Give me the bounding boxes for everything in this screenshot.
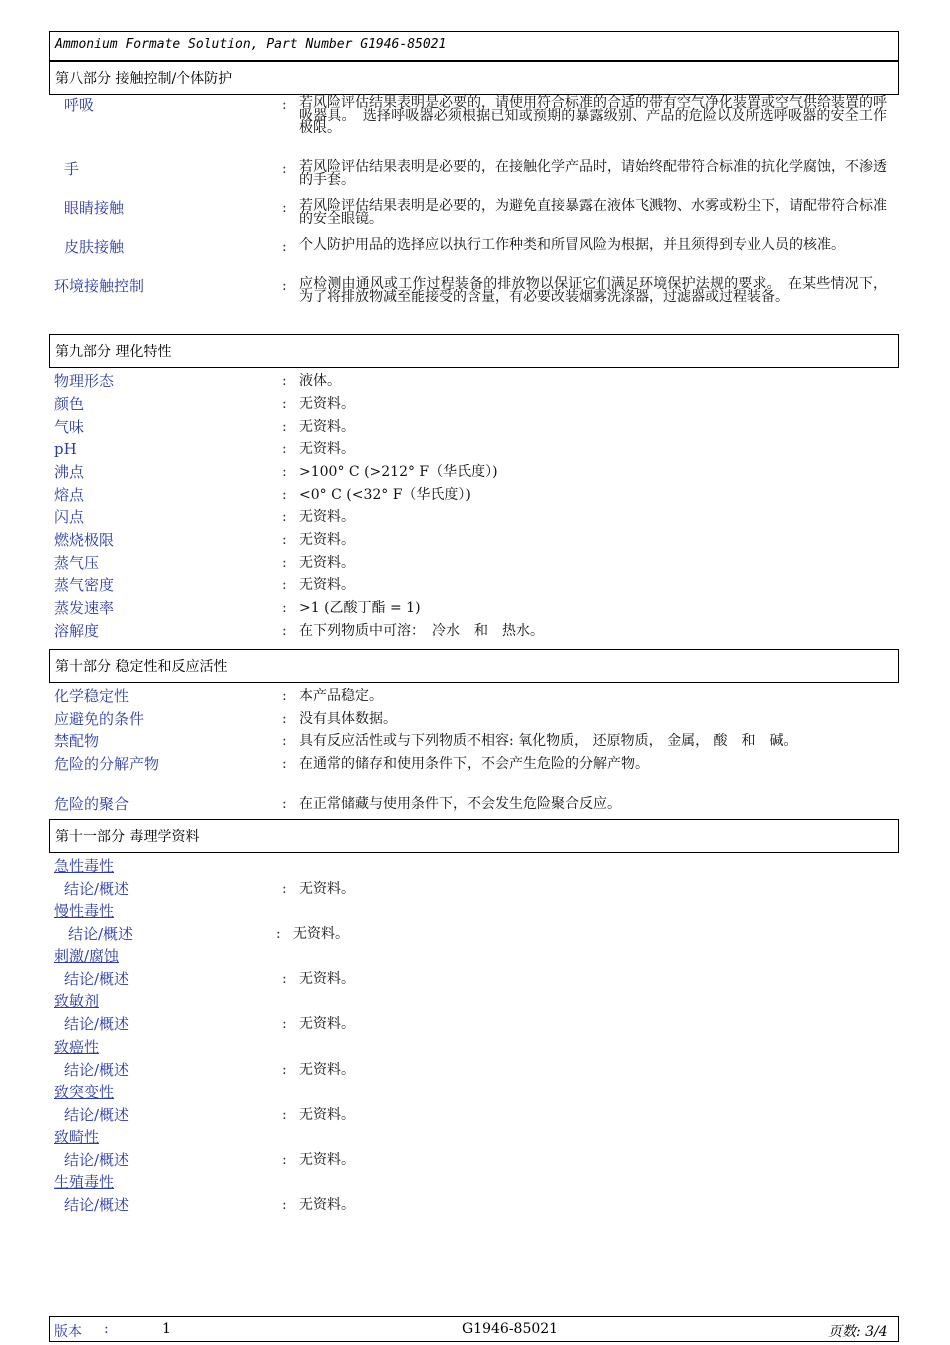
field-value: 无资料。 [299, 577, 355, 593]
colon: : [282, 623, 287, 639]
colon: : [282, 396, 287, 412]
field-value: 无资料。 [299, 971, 355, 987]
tox-category-link[interactable]: 生殖毒性 [54, 1173, 115, 1191]
field-value: 无资料。 [299, 1016, 355, 1032]
colon: : [282, 464, 287, 480]
field-value: 无资料。 [299, 1152, 355, 1168]
field-label: 结论/概述 [64, 880, 130, 898]
field-label: 结论/概述 [64, 1061, 130, 1079]
field-label: 颜色 [54, 395, 85, 413]
field-label: 皮肤接触 [64, 238, 125, 256]
colon: : [282, 239, 287, 255]
field-value: 无资料。 [299, 396, 355, 412]
field-label: 结论/概述 [64, 970, 130, 988]
tox-category-link[interactable]: 急性毒性 [54, 857, 115, 875]
colon: : [282, 577, 287, 593]
field-value: 若风险评估结果表明是必要的，为避免直接暴露在液体飞溅物、水雾或粉尘下，请配带符合标准的安全眼镜。 [299, 198, 887, 227]
colon: : [282, 1062, 287, 1078]
colon: : [282, 509, 287, 525]
colon: : [282, 796, 287, 812]
field-value: 具有反应活性或与下列物质不相容: 氧化物质， 还原物质， 金属， 酸 和 碱。 [299, 733, 798, 749]
colon: : [276, 926, 281, 942]
tox-category-link[interactable]: 致突变性 [54, 1083, 115, 1101]
colon: : [282, 97, 287, 113]
colon: : [282, 555, 287, 571]
colon: : [282, 600, 287, 616]
field-label: 蒸气压 [54, 554, 100, 572]
section-8-header [49, 61, 899, 95]
field-value: 在正常储藏与使用条件下，不会发生危险聚合反应。 [299, 796, 621, 812]
tox-category-link[interactable]: 致癌性 [54, 1038, 100, 1056]
field-label: 沸点 [54, 463, 85, 481]
field-value: 无资料。 [299, 419, 355, 435]
field-value: 在通常的储存和使用条件下，不会产生危险的分解产物。 [299, 756, 649, 772]
field-value: 在下列物质中可溶： 冷水 和 热水。 [299, 623, 544, 639]
colon: : [282, 278, 287, 294]
colon: : [282, 487, 287, 503]
field-label: 熔点 [54, 486, 85, 504]
field-value: 个人防护用品的选择应以执行工作种类和所冒风险为根据，并且须得到专业人员的核准。 [299, 237, 845, 253]
field-label: 结论/概述 [64, 1106, 130, 1124]
field-value: 液体。 [299, 373, 341, 389]
field-value: 应检测由通风或工作过程装备的排放物以保证它们满足环境保护法规的要求。 在某些情况下，为了将排放物减至能接受的含量，有必要改装烟雾洗涤器，过滤器或过程装备。 [299, 276, 887, 305]
field-value: 无资料。 [299, 509, 355, 525]
field-label: 手 [64, 160, 80, 178]
footer-part-number: G1946-85021 [462, 1321, 559, 1337]
colon: : [282, 161, 287, 177]
field-label: 危险的聚合 [54, 795, 130, 813]
tox-category-link[interactable]: 慢性毒性 [54, 902, 115, 920]
page-number: 页数: 3/4 [828, 1324, 888, 1340]
field-label: 结论/概述 [64, 1151, 130, 1169]
section-10-header [49, 649, 899, 683]
section-8-title: 第八部分 接触控制/个体防护 [55, 71, 233, 87]
field-value: 若风险评估结果表明是必要的，在接触化学产品时，请始终配带符合标准的抗化学腐蚀，不渗透的手套。 [299, 159, 887, 188]
document-title: Ammonium Formate Solution, Part Number G1946-85021 [55, 37, 447, 52]
colon: : [282, 1197, 287, 1213]
field-label: 燃烧极限 [54, 531, 115, 549]
field-label: 结论/概述 [68, 925, 134, 943]
field-value: 无资料。 [299, 532, 355, 548]
field-label: 眼睛接触 [64, 199, 125, 217]
colon: : [282, 688, 287, 704]
colon: : [282, 373, 287, 389]
colon: : [282, 532, 287, 548]
colon: : [282, 419, 287, 435]
colon: : [282, 733, 287, 749]
field-value: 没有具体数据。 [299, 711, 397, 727]
document-header [49, 31, 899, 61]
field-label: 溶解度 [54, 622, 100, 640]
field-label: 气味 [54, 418, 85, 436]
field-value: 无资料。 [299, 1107, 355, 1123]
colon: : [282, 711, 287, 727]
field-value: <0° C (<32° F（华氏度）) [299, 487, 471, 503]
field-value: 若风险评估结果表明是必要的，请使用符合标准的合适的带有空气净化装置或空气供给装置的呼吸器具。 选择呼吸器必须根据已知或预期的暴露级别、产品的危险以及所选呼吸器的安全工作极限。 [299, 95, 887, 136]
field-label: 结论/概述 [64, 1196, 130, 1214]
field-label: 蒸气密度 [54, 576, 115, 594]
colon: : [282, 1152, 287, 1168]
field-label: 呼吸 [64, 96, 95, 114]
tox-category-link[interactable]: 致畸性 [54, 1128, 100, 1146]
field-label: pH [54, 440, 77, 458]
version-value: 1 [162, 1321, 171, 1337]
field-label: 结论/概述 [64, 1015, 130, 1033]
section-10-title: 第十部分 稳定性和反应活性 [55, 659, 228, 675]
field-value: 无资料。 [299, 1197, 355, 1213]
colon: : [282, 200, 287, 216]
section-11-header [49, 819, 899, 853]
tox-category-link[interactable]: 致敏剂 [54, 992, 100, 1010]
field-value: 无资料。 [299, 1062, 355, 1078]
colon: : [282, 1107, 287, 1123]
field-label: 化学稳定性 [54, 687, 130, 705]
colon: : [282, 756, 287, 772]
field-label: 环境接触控制 [54, 277, 145, 295]
section-9-header [49, 334, 899, 368]
tox-category-link[interactable]: 刺激/腐蚀 [54, 947, 120, 965]
colon: : [282, 881, 287, 897]
field-value: 无资料。 [293, 926, 349, 942]
field-value: 无资料。 [299, 881, 355, 897]
field-label: 禁配物 [54, 732, 100, 750]
field-value: 无资料。 [299, 441, 355, 457]
field-label: 应避免的条件 [54, 710, 145, 728]
version-colon: : [104, 1321, 109, 1337]
field-value: 无资料。 [299, 555, 355, 571]
colon: : [282, 1016, 287, 1032]
field-label: 蒸发速率 [54, 599, 115, 617]
version-label: 版本 [54, 1324, 82, 1340]
field-value: >100° C (>212° F（华氏度）) [299, 464, 498, 480]
field-label: 危险的分解产物 [54, 755, 160, 773]
field-value: >1 (乙酸丁酯 = 1) [299, 600, 421, 616]
field-label: 闪点 [54, 508, 85, 526]
section-9-title: 第九部分 理化特性 [55, 344, 172, 360]
colon: : [282, 971, 287, 987]
field-label: 物理形态 [54, 372, 115, 390]
field-value: 本产品稳定。 [299, 688, 383, 704]
section-11-title: 第十一部分 毒理学资料 [55, 829, 200, 845]
document-footer [49, 1316, 899, 1342]
colon: : [282, 441, 287, 457]
